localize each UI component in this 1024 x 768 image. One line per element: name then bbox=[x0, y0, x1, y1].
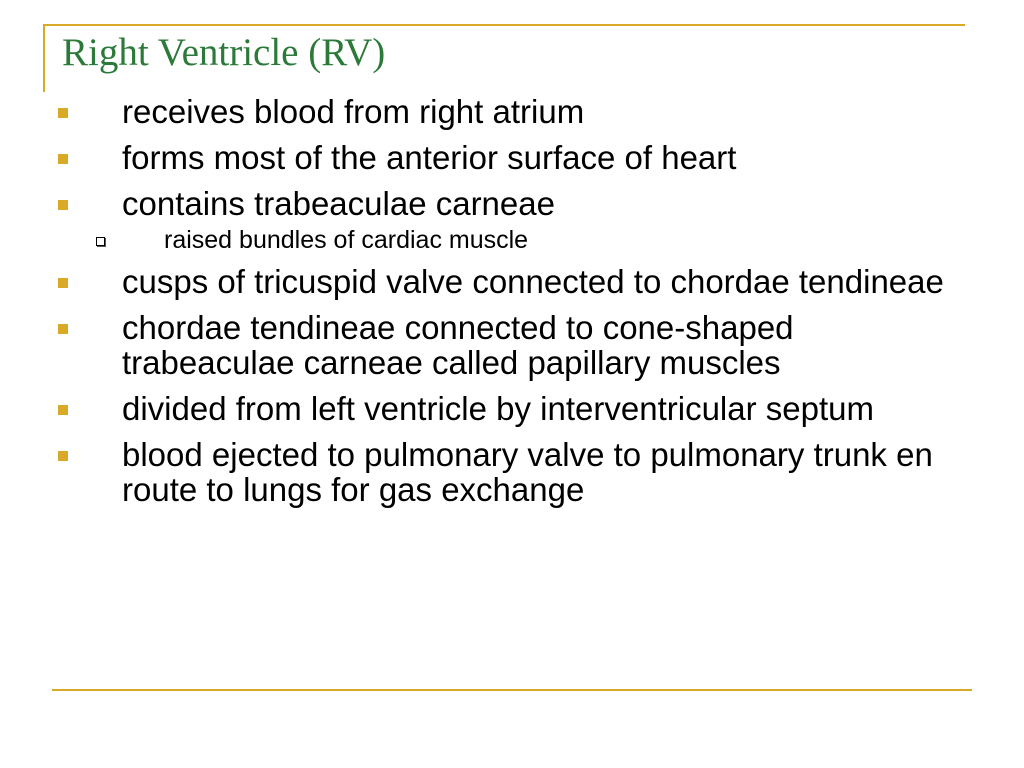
bullet-text: receives blood from right atrium bbox=[122, 93, 585, 130]
square-bullet-icon bbox=[58, 451, 68, 461]
bullet-text: divided from left ventricle by interventricular septum bbox=[122, 390, 874, 427]
title-frame-left-line bbox=[43, 24, 45, 92]
bullet-text: blood ejected to pulmonary valve to pulmonary trunk en route to lungs for gas exchange bbox=[122, 436, 933, 508]
square-bullet-icon bbox=[58, 108, 68, 118]
bullet-item bbox=[0, 310, 1024, 380]
title-frame-top-line bbox=[43, 24, 965, 26]
slide-title: Right Ventricle (RV) bbox=[62, 31, 386, 74]
bullet-item bbox=[0, 94, 1024, 129]
bullet-list bbox=[0, 94, 1024, 518]
bullet-item bbox=[0, 140, 1024, 175]
bullet-text: cusps of tricuspid valve connected to chordae tendineae bbox=[122, 263, 944, 300]
sub-bullet-item bbox=[0, 226, 1024, 254]
sub-bullet-text: raised bundles of cardiac muscle bbox=[164, 226, 529, 254]
square-bullet-icon bbox=[58, 324, 68, 334]
bullet-text: chordae tendineae connected to cone-shaped trabeaculae carneae called papillary muscles bbox=[122, 309, 794, 381]
bullet-text: contains trabeaculae carneae bbox=[122, 185, 555, 222]
square-bullet-icon bbox=[58, 200, 68, 210]
square-bullet-icon bbox=[58, 278, 68, 288]
footer-divider-line bbox=[52, 689, 972, 691]
square-bullet-icon bbox=[58, 405, 68, 415]
bullet-item bbox=[0, 391, 1024, 426]
square-bullet-icon bbox=[58, 154, 68, 164]
bullet-item bbox=[0, 264, 1024, 299]
hollow-square-bullet-icon bbox=[96, 237, 105, 246]
bullet-text: forms most of the anterior surface of heart bbox=[122, 139, 737, 176]
bullet-item bbox=[0, 437, 1024, 507]
bullet-item bbox=[0, 186, 1024, 221]
